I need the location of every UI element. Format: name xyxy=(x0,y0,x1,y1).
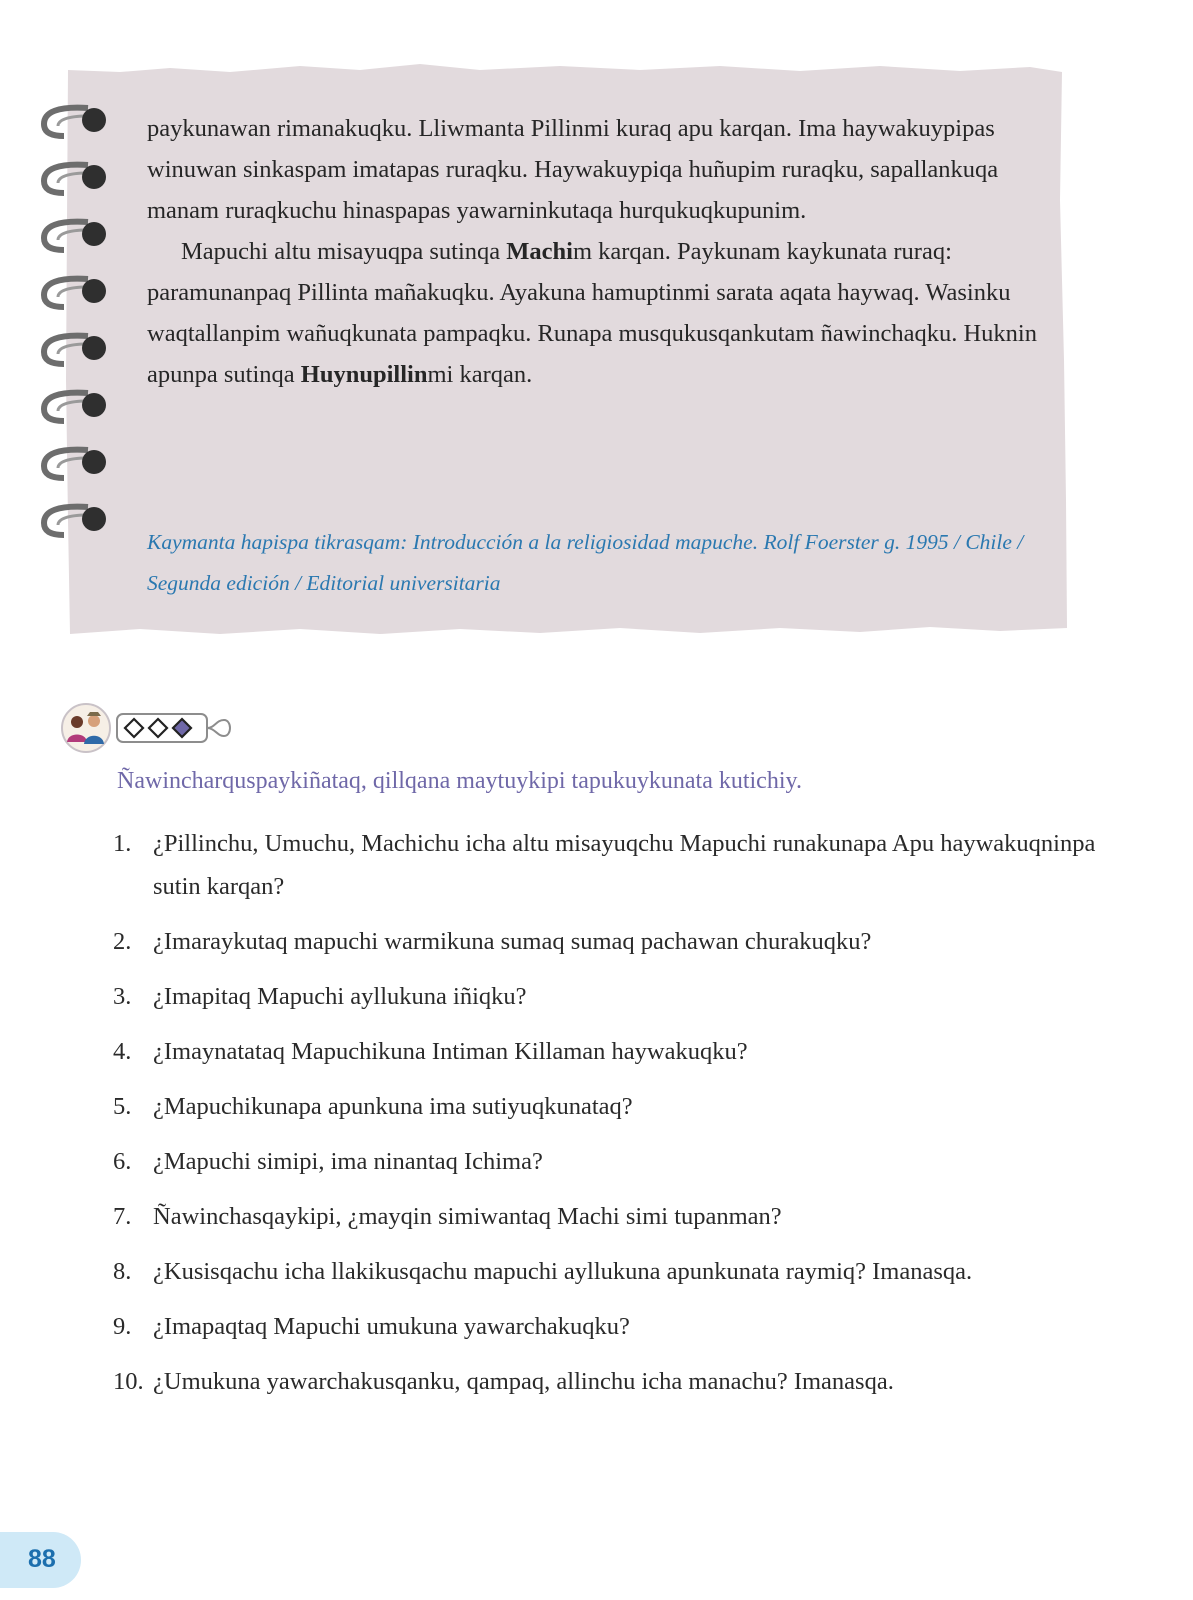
spiral-ring-icon xyxy=(44,393,106,421)
notebook-note xyxy=(0,0,1193,680)
question-number: 1. xyxy=(113,830,132,857)
question-number: 8. xyxy=(113,1258,132,1285)
activity-instruction: Ñawincharquspaykiñataq, qillqana maytuykipi tapukuykunata kutichiy. xyxy=(117,768,802,794)
question-text: ¿Mapuchi simipi, ima ninantaq Ichima? xyxy=(153,1148,543,1175)
two-students-avatar-icon xyxy=(62,704,110,752)
note-bold-term: Machi xyxy=(506,238,573,265)
question-text: ¿Kusisqachu icha llakikusqachu mapuchi ayllukuna apunkunata raymiq? Imanasqa. xyxy=(153,1258,973,1285)
question-number: 4. xyxy=(113,1038,132,1065)
spiral-binding xyxy=(38,100,118,570)
question-item xyxy=(113,1140,1113,1183)
question-number: 5. xyxy=(113,1093,132,1120)
question-item xyxy=(113,1030,1113,1073)
question-text: ¿Imaynatataq Mapuchikuna Intiman Killaman haywakuqku? xyxy=(153,1038,748,1065)
question-text: ¿Pillinchu, Umuchu, Machichu icha altu misayuqchu Mapuchi runakunapa Apu haywakuqninpa sutin karqan? xyxy=(153,830,1096,900)
note-paragraph-1 xyxy=(147,108,1047,231)
note-text-run: Mapuchi altu misayuqpa sutinqa xyxy=(181,238,507,265)
question-item xyxy=(113,1195,1113,1238)
question-item xyxy=(113,822,1113,908)
question-number: 7. xyxy=(113,1203,132,1230)
question-list xyxy=(113,822,1113,1415)
question-number: 3. xyxy=(113,983,132,1010)
note-text-run: paykunawan rimanakuqku. Lliwmanta Pillinmi kuraq apu karqan. Ima haywakuypipas winuwan sinkaspam imatapas ruraqku. Haywakuypiqa huñupim ruraqku, sapallankuqa manam ruraqkuchu hinaspapas yawarninkutaqa hurqukuqkupunim. xyxy=(147,115,999,224)
page-number: 88 xyxy=(28,1545,56,1573)
question-text: ¿Umukuna yawarchakusqanku, qampaq, allinchu icha manachu? Imanasqa. xyxy=(153,1368,894,1395)
note-bold-term: Huynupillin xyxy=(300,361,428,388)
spiral-ring-icon xyxy=(44,279,106,307)
activity-header xyxy=(60,702,300,754)
question-text: ¿Imapaqtaq Mapuchi umukuna yawarchakuqku? xyxy=(153,1313,630,1340)
question-number: 6. xyxy=(113,1148,132,1175)
note-text-run: mi karqan. xyxy=(427,361,533,388)
note-text-run: m karqan. Paykunam kaykunata ruraq: paramunanpaq Pillinta mañakuqku. Ayakuna hamuptinmi sarata aqata haywaq. Wasinku waqtallanpim wañuqkunata pampaqku. Runapa musqukusqankutam ñawinchaqku. Huknin apunpa sutinqa xyxy=(147,238,1037,388)
difficulty-tag xyxy=(117,714,230,742)
question-item xyxy=(113,1360,1113,1403)
question-item xyxy=(113,1085,1113,1128)
spiral-ring-icon xyxy=(44,165,106,193)
question-text: ¿Imapitaq Mapuchi ayllukuna iñiqku? xyxy=(153,983,527,1010)
question-item xyxy=(113,975,1113,1018)
spiral-ring-icon xyxy=(44,507,106,535)
question-number: 2. xyxy=(113,928,132,955)
question-item xyxy=(113,1305,1113,1348)
spiral-ring-icon xyxy=(44,450,106,478)
source-citation: Kaymanta hapispa tikrasqam: Introducción a la religiosidad mapuche. Rolf Foerster g. 1995 / Chile / Segunda edición / Editorial universitaria xyxy=(147,530,1024,595)
spiral-ring-icon xyxy=(44,336,106,364)
note-paragraph-2 xyxy=(147,231,1047,395)
question-text: ¿Mapuchikunapa apunkuna ima sutiyuqkunataq? xyxy=(153,1093,633,1120)
question-item xyxy=(113,1250,1113,1293)
spiral-ring-icon xyxy=(44,108,106,136)
question-text: Ñawinchasqaykipi, ¿mayqin simiwantaq Machi simi tupanman? xyxy=(153,1203,782,1230)
note-body xyxy=(147,108,1047,395)
question-number: 9. xyxy=(113,1313,132,1340)
question-number: 10. xyxy=(113,1368,144,1395)
question-item xyxy=(113,920,1113,963)
question-text: ¿Imaraykutaq mapuchi warmikuna sumaq sumaq pachawan churakuqku? xyxy=(153,928,872,955)
spiral-ring-icon xyxy=(44,222,106,250)
